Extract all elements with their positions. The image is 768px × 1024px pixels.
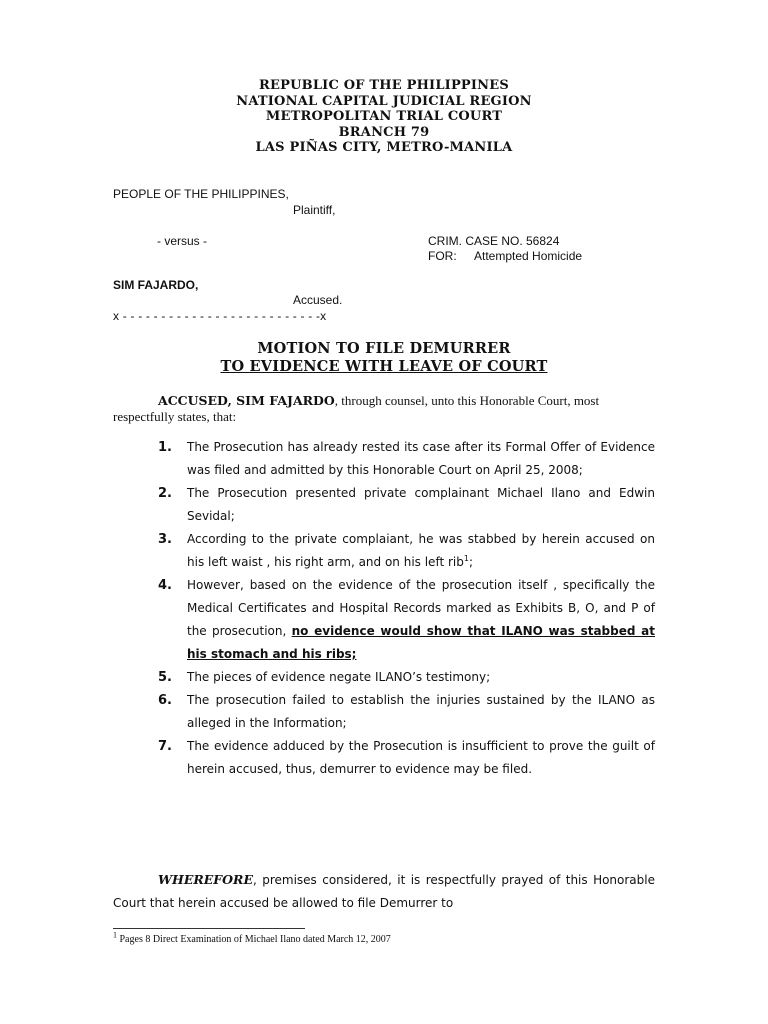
footnote — [113, 930, 391, 945]
intro-text-2: respectfully states, that: — [113, 409, 237, 424]
list-item — [113, 689, 655, 735]
motion-title-line2: TO EVIDENCE WITH LEAVE OF COURT — [220, 358, 548, 375]
item-text: The evidence adduced by the Prosecution is insufficient to prove the guilt of herein accused, thus, demurrer to evidence may be filed. — [187, 739, 655, 776]
list-item — [113, 482, 655, 528]
court-header — [0, 78, 768, 156]
list-item — [113, 528, 655, 574]
footnote-text: Pages 8 Direct Examination of Michael Ilano dated March 12, 2007 — [117, 934, 391, 945]
item-text: The Prosecution presented private complainant Michael Ilano and Edwin Sevidal; — [187, 486, 655, 523]
versus-label: - versus - — [157, 234, 208, 248]
item-text-tail: ; — [468, 555, 474, 569]
case-offense: Attempted Homicide — [474, 249, 583, 263]
header-line-city: LAS PIÑAS CITY, METRO-MANILA — [255, 140, 513, 155]
item-number: 2. — [158, 486, 172, 501]
allegations-list — [113, 436, 655, 781]
item-text: The Prosecution has already rested its case after its Formal Offer of Evidence was filed and admitted by this Honorable Court on April 25, 2008; — [187, 440, 655, 477]
plaintiff-role: Plaintiff, — [293, 203, 336, 217]
intro-text-1: , through counsel, unto this Honorable Court, most — [334, 393, 600, 408]
list-item — [113, 735, 655, 781]
plaintiff-name: PEOPLE OF THE PHILIPPINES, — [113, 187, 289, 201]
wherefore-text: , premises considered, it is respectfully prayed of this Honorable Court that herein accused be allowed to file Demurrer to — [113, 873, 655, 910]
item-number: 1. — [158, 440, 172, 455]
item-emphasis: no evidence would show that ILANO was stabbed at his stomach and his ribs; — [187, 624, 656, 661]
list-item — [113, 574, 655, 666]
motion-title-line1: MOTION TO FILE DEMURRER — [257, 340, 511, 357]
header-line-branch: BRANCH 79 — [338, 124, 430, 140]
footnote-ref: 1 — [463, 554, 469, 563]
case-number: CRIM. CASE NO. 56824 — [428, 234, 560, 248]
item-number: 3. — [158, 532, 172, 547]
header-line-region: NATIONAL CAPITAL JUDICIAL REGION — [236, 93, 532, 109]
item-number: 7. — [158, 739, 172, 754]
item-text: The prosecution failed to establish the injuries sustained by the ILANO as alleged in the Information; — [187, 693, 655, 730]
wherefore-paragraph — [113, 868, 655, 915]
caption-separator: x - - - - - - - - - - - - - - - - - - - - - - - - - -x — [113, 309, 327, 323]
case-for-label: FOR: — [428, 249, 457, 263]
accused-role: Accused. — [293, 293, 343, 307]
list-item — [113, 666, 655, 689]
wherefore-label: WHEREFORE — [158, 872, 253, 887]
footnote-mark: 1 — [113, 930, 117, 940]
item-number: 4. — [158, 578, 172, 593]
item-text: According to the private complaiant, he was stabbed by herein accused on his left waist , his right arm, and on his left rib — [187, 532, 655, 569]
intro-paragraph — [113, 393, 655, 425]
accused-name: SIM FAJARDO, — [113, 278, 199, 292]
header-line-republic: REPUBLIC OF THE PHILIPPINES — [259, 78, 509, 93]
header-line-court: METROPOLITAN TRIAL COURT — [265, 109, 503, 124]
item-number: 6. — [158, 693, 172, 708]
list-item — [113, 436, 655, 482]
intro-accused: ACCUSED, SIM FAJARDO — [158, 393, 335, 408]
item-number: 5. — [158, 670, 172, 685]
item-text: However, based on the evidence of the prosecution itself , specifically the Medical Certificates and Hospital Records marked as Exhibits B, O, and P of the prosecution, — [187, 578, 655, 638]
footnote-divider — [113, 928, 305, 929]
item-text: The pieces of evidence negate ILANO’s testimony; — [187, 670, 491, 684]
